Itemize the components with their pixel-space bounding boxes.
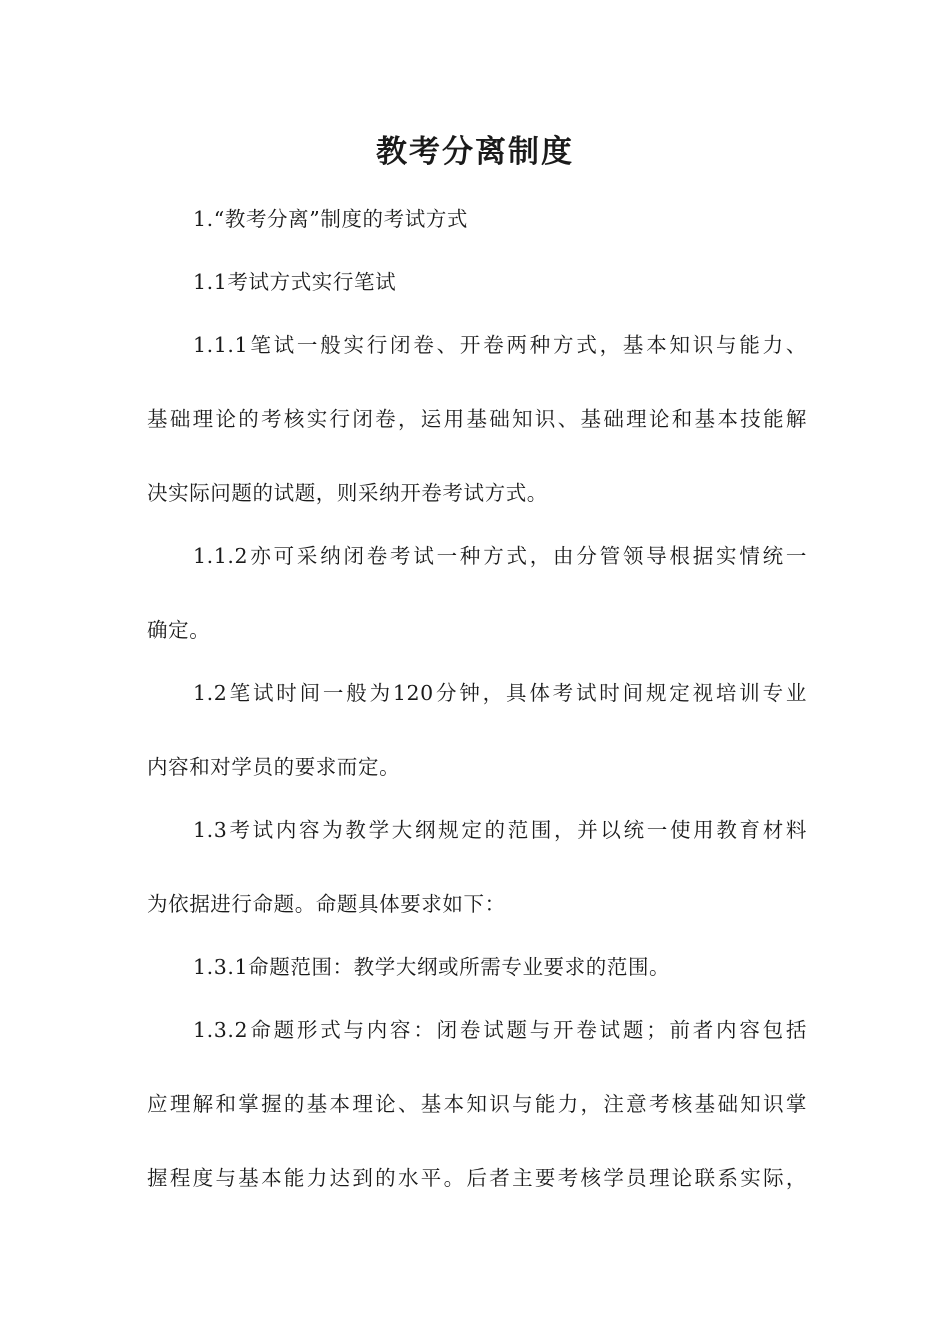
paragraph-line: 握程度与基本能力达到的水平。后者主要考核学员理论联系实际，	[147, 1166, 807, 1190]
paragraph-line: 应理解和掌握的基本理论、基本知识与能力，注意考核基础知识掌	[147, 1092, 807, 1116]
section-heading-1-1: 1.1考试方式实行笔试	[193, 270, 397, 294]
paragraph-line: 1.1.1笔试一般实行闭卷、开卷两种方式，基本知识与能力、	[193, 333, 807, 357]
paragraph-line: 1.3.2命题形式与内容：闭卷试题与开卷试题；前者内容包括	[193, 1018, 807, 1042]
section-heading-1: 1.“教考分离”制度的考试方式	[193, 207, 469, 231]
document-title: 教考分离制度	[376, 134, 574, 170]
paragraph-line: 为依据进行命题。命题具体要求如下：	[147, 892, 506, 916]
paragraph-line: 决实际问题的试题，则采纳开卷考试方式。	[147, 481, 548, 505]
paragraph-line: 1.3考试内容为教学大纲规定的范围，并以统一使用教育材料	[193, 818, 807, 842]
paragraph-line: 基础理论的考核实行闭卷，运用基础知识、基础理论和基本技能解	[147, 407, 807, 431]
paragraph-line: 确定。	[147, 618, 211, 642]
paragraph-line: 1.1.2亦可采纳闭卷考试一种方式，由分管领导根据实情统一	[193, 544, 807, 568]
paragraph-line: 1.3.1命题范围：教学大纲或所需专业要求的范围。	[193, 955, 671, 979]
paragraph-line: 内容和对学员的要求而定。	[147, 755, 401, 779]
paragraph-line: 1.2笔试时间一般为120分钟，具体考试时间规定视培训专业	[193, 681, 807, 705]
